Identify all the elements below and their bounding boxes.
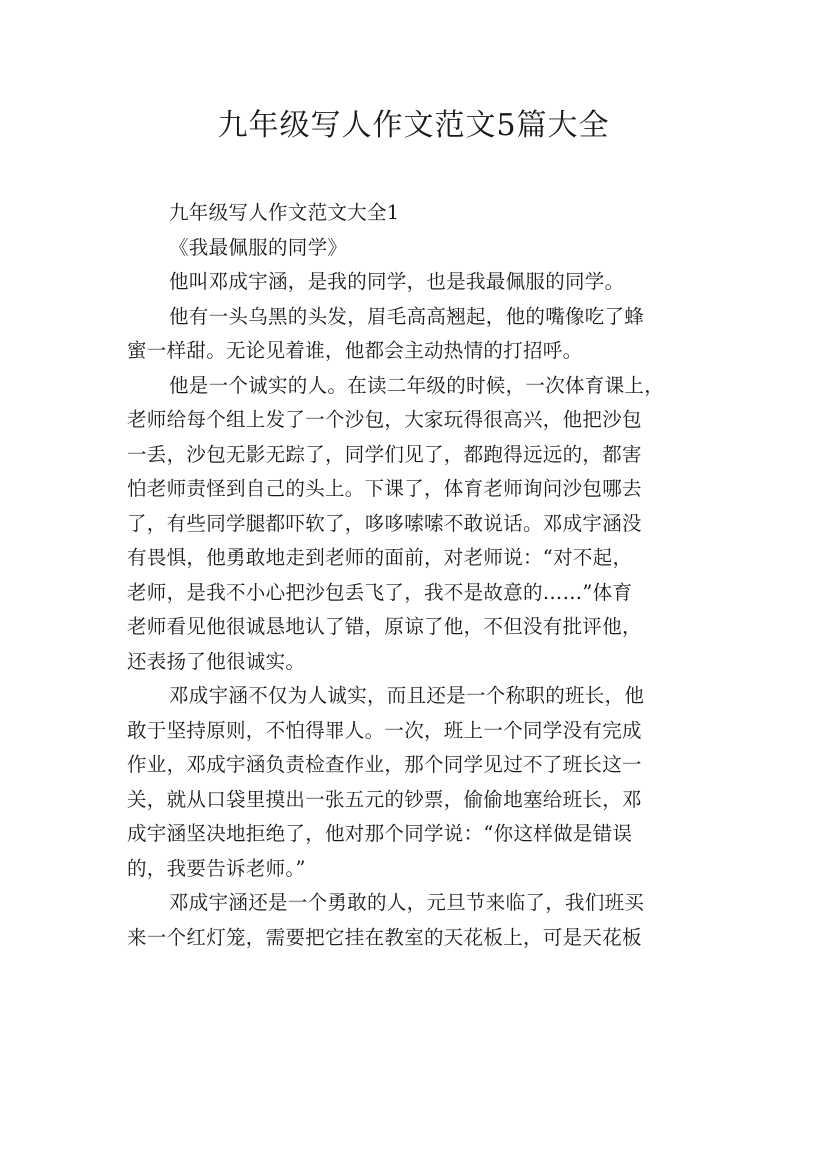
text-line: 敢于坚持原则，不怕得罪人。一次，班上一个同学没有完成 (127, 718, 642, 742)
document-body (127, 196, 707, 955)
text-line: 《我最佩服的同学》 (169, 235, 348, 259)
text-line: 他叫邓成宇涵，是我的同学，也是我最佩服的同学。 (169, 270, 625, 293)
document-title: 九年级写人作文范文5篇大全 (217, 108, 610, 143)
text-line: 老师，是我不小心把沙包丢飞了，我不是故意的……”体育 (127, 580, 633, 604)
text-line: 作业，邓成宇涵负责检查作业，那个同学见过不了班长这一 (127, 753, 642, 776)
text-line: 九年级写人作文范文大全1 (169, 201, 400, 224)
text-line: 来一个红灯笼，需要把它挂在教室的天花板上，可是天花板 (127, 925, 642, 949)
text-line: 邓成宇涵还是一个勇敢的人，元旦节来临了，我们班买 (169, 891, 645, 914)
text-line: 老师给每个组上发了一个沙包，大家玩得很高兴，他把沙包 (127, 408, 642, 431)
text-line: 蜜一样甜。无论见着谁，他都会主动热情的打招呼。 (127, 339, 583, 362)
text-line: 一丢，沙包无影无踪了，同学们见了，都跑得远远的，都害 (127, 442, 642, 466)
text-line: 有畏惧，他勇敢地走到老师的面前，对老师说：“对不起， (127, 546, 633, 569)
text-line: 老师看见他很诚恳地认了错，原谅了他，不但没有批评他， (127, 615, 642, 638)
text-line: 他是一个诚实的人。在读二年级的时候，一次体育课上， (169, 373, 665, 397)
text-line: 了，有些同学腿都吓软了，哆哆嗦嗦不敢说话。邓成宇涵没 (127, 511, 642, 535)
text-line: 成宇涵坚决地拒绝了，他对那个同学说：“你这样做是错误 (127, 822, 633, 845)
text-line: 的，我要告诉老师。” (127, 856, 306, 880)
text-line: 关，就从口袋里摸出一张五元的钞票，偷偷地塞给班长，邓 (127, 787, 642, 811)
text-line: 他有一头乌黑的头发，眉毛高高翘起，他的嘴像吃了蜂 (169, 304, 645, 328)
text-line: 还表扬了他很诚实。 (127, 649, 306, 673)
text-line: 怕老师责怪到自己的头上。下课了，体育老师询问沙包哪去 (127, 477, 642, 500)
text-line: 邓成宇涵不仅为人诚实，而且还是一个称职的班长，他 (169, 684, 645, 707)
